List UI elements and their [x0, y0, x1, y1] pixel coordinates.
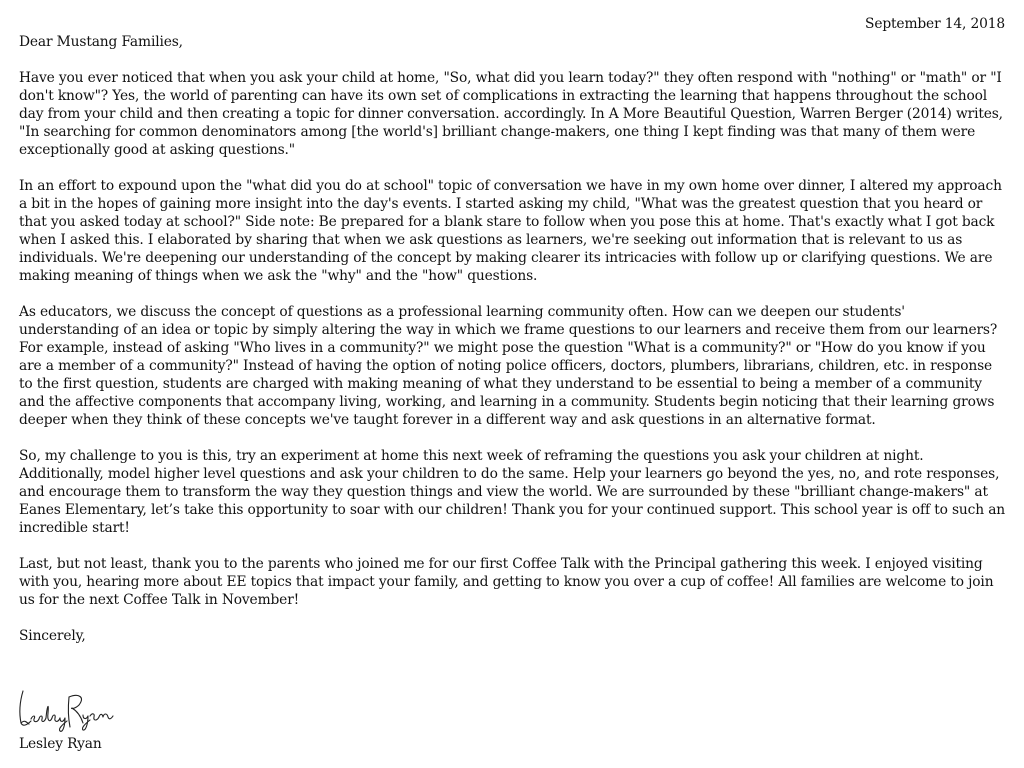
paragraph-3: As educators, we discuss the concept of questions as a professional learning community often. How can we deepen our students' understanding of an idea or topic by simply altering the way in which we frame questions to our learners and receive them from our learners? For example, instead of asking "Who lives in a community?" we might pose the question "What is a community?" or "How do you know if you are a member of a community?" Instead of having the option of noting police officers, doctors, plumbers, librarians, children, etc. in response to the first question, students are charged with making meaning of what they understand to be essential to being a member of a community and the affective components that accompany living, working, and learning in a community. Students begin noticing that their learning grows deeper when they think of these concepts we've taught forever in a different way and ask questions in an alternative format. [19, 304, 998, 428]
letter-date: September 14, 2018 [865, 16, 1005, 32]
handwritten-signature [17, 683, 117, 733]
paragraph-1: Have you ever noticed that when you ask your child at home, "So, what did you learn today?" they often respond with "nothing" or "math" or "I don't know"? Yes, the world of parenting can have its own set of complications in extracting the learning that happens throughout the school day from your child and then creating a topic for dinner conversation. accordingly. In A More Beautiful Question, Warren Berger (2014) writes, "In searching for common denominators among [the world's] brilliant change-makers, one thing I kept finding was that many of them were exceptionally good at asking questions." [19, 70, 1003, 158]
letter-body [19, 33, 1009, 651]
salutation: Dear Mustang Families, [19, 34, 183, 50]
paragraph-5: Last, but not least, thank you to the parents who joined me for our first Coffee Talk with the Principal gathering this week. I enjoyed visiting with you, hearing more about EE topics that impact your family, and getting to know you over a cup of coffee! All families are welcome to join us for the next Coffee Talk in November! [19, 556, 994, 608]
signer-name: Lesley Ryan [19, 736, 102, 752]
closing: Sincerely, [19, 628, 86, 644]
paragraph-4: So, my challenge to you is this, try an experiment at home this next week of reframing the questions you ask your children at night. Additionally, model higher level questions and ask your children to do the same. Help your learners go beyond the yes, no, and rote responses, and encourage them to transform the way they question things and view the world. We are surrounded by these "brilliant change-makers" at Eanes Elementary, let’s take this opportunity to soar with our children! Thank you for your continued support. This school year is off to such an incredible start! [19, 448, 1006, 536]
paragraph-2: In an effort to expound upon the "what did you do at school" topic of conversation we have in my own home over dinner, I altered my approach a bit in the hopes of gaining more insight into the day's events. I started asking my child, "What was the greatest question that you heard or that you asked today at school?" Side note: Be prepared for a blank stare to follow when you pose this at home. That's exactly what I got back when I asked this. I elaborated by sharing that when we ask questions as learners, we're seeking out information that is relevant to us as individuals. We're deepening our understanding of the concept by making clearer its intricacies with follow up or clarifying questions. We are making meaning of things when we ask the "why" and the "how" questions. [19, 178, 1002, 284]
